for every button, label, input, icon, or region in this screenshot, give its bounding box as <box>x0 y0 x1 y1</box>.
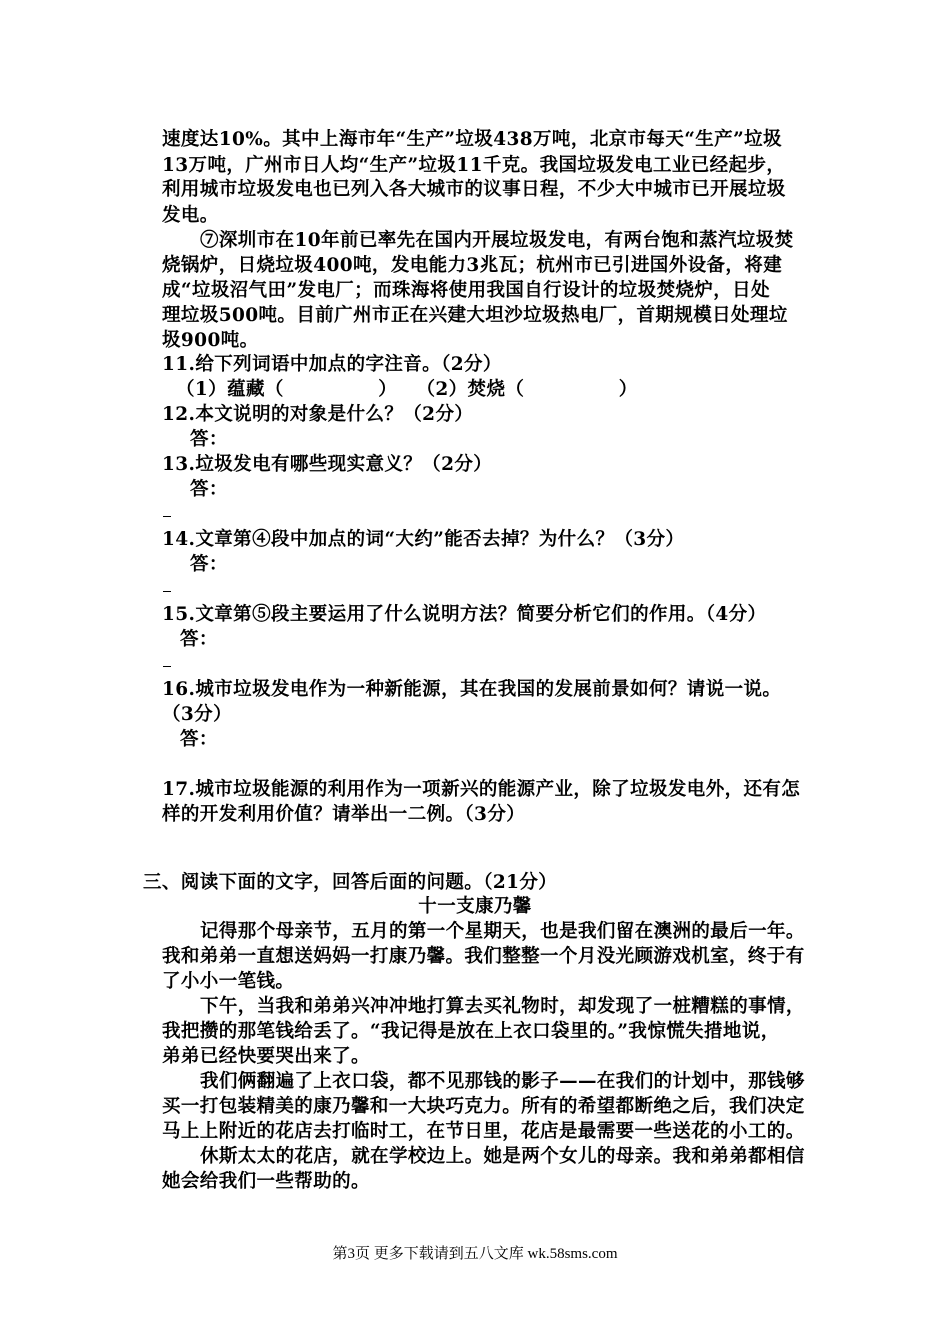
answer-line-mark <box>163 666 171 667</box>
page-footer: 第3页 更多下载请到五八文库 wk.58sms.com <box>332 1246 618 1262</box>
question-15: 15.文章第⑤段主要运用了什么说明方法？简要分析它们的作用。（4分） <box>162 604 767 625</box>
question-16-answer-label: 答： <box>180 729 218 750</box>
passage-line-3: 利用城市垃圾发电也已列入各大城市的议事日程，不少大中城市已开展垃圾 <box>162 179 786 200</box>
story-line-8: 买一打包装精美的康乃馨和一大块巧克力。所有的希望都断绝之后，我们决定 <box>162 1096 805 1117</box>
question-16: 16.城市垃圾发电作为一种新能源，其在我国的发展前景如何？请说一说。 <box>162 679 782 700</box>
question-12: 12.本文说明的对象是什么？（2分） <box>162 404 474 425</box>
question-14-answer-label: 答： <box>190 554 228 575</box>
question-17: 17.城市垃圾能源的利用作为一项新兴的能源产业，除了垃圾发电外，还有怎 <box>162 779 801 800</box>
question-12-answer-label: 答： <box>190 429 228 450</box>
passage-line-9: 圾900吨。 <box>162 330 259 351</box>
story-line-7: 我们俩翻遍了上衣口袋，都不见那钱的影子——在我们的计划中，那钱够 <box>200 1071 805 1092</box>
question-15-answer-label: 答： <box>180 629 218 650</box>
story-title: 十一支康乃馨 <box>418 896 532 917</box>
story-line-9: 马上上附近的花店去打临时工，在节日里，花店是最需要一些送花的小工的。 <box>162 1121 805 1142</box>
passage-line-4: 发电。 <box>162 205 219 226</box>
section-3-heading: 三、阅读下面的文字，回答后面的问题。（21分） <box>143 872 558 893</box>
passage-line-8: 理垃圾500吨。目前广州市正在兴建大坦沙垃圾热电厂，首期规模日处理垃 <box>162 305 788 326</box>
question-17-line-2: 样的开发利用价值？请举出一二例。（3分） <box>162 804 526 825</box>
story-line-1: 记得那个母亲节，五月的第一个星期天，也是我们留在澳洲的最后一年。 <box>200 921 805 942</box>
answer-line-mark <box>163 591 171 592</box>
answer-line-mark <box>163 516 171 517</box>
passage-line-7: 成“垃圾沼气田”发电厂；而珠海将使用我国自行设计的垃圾焚烧炉，日处 <box>162 280 770 301</box>
story-line-10: 休斯太太的花店，就在学校边上。她是两个女儿的母亲。我和弟弟都相信 <box>200 1146 805 1167</box>
story-line-6: 弟弟已经快要哭出来了。 <box>162 1046 370 1067</box>
story-line-4: 下午，当我和弟弟兴冲冲地打算去买礼物时，却发现了一桩糟糕的事情， <box>200 996 805 1017</box>
question-13: 13.垃圾发电有哪些现实意义？（2分） <box>162 454 493 475</box>
story-line-3: 了小小一笔钱。 <box>162 971 295 992</box>
passage-line-2: 13万吨，广州市日人均“生产”垃圾11千克。我国垃圾发电工业已经起步， <box>162 155 786 176</box>
passage-line-6: 烧锅炉，日烧垃圾400吨，发电能力3兆瓦；杭州市已引进国外设备，将建 <box>162 255 783 276</box>
question-11: 11.给下列词语中加点的字注音。（2分） <box>162 354 502 375</box>
story-line-2: 我和弟弟一直想送妈妈一打康乃馨。我们整整一个月没光顾游戏机室，终于有 <box>162 946 805 967</box>
question-13-answer-label: 答： <box>190 479 228 500</box>
story-line-11: 她会给我们一些帮助的。 <box>162 1171 370 1192</box>
passage-line-5: ⑦深圳市在10年前已率先在国内开展垃圾发电，有两台饱和蒸汽垃圾焚 <box>200 230 794 251</box>
question-14: 14.文章第④段中加点的词“大约”能否去掉？为什么？（3分） <box>162 529 685 550</box>
question-16-points: （3分） <box>162 704 232 725</box>
story-line-5: 我把攒的那笔钱给丢了。“我记得是放在上衣口袋里的。”我惊慌失措地说， <box>162 1021 780 1042</box>
question-11-items: （1）蕴藏（ ） （2）焚烧（ ） <box>176 379 638 400</box>
passage-line-1: 速度达10%。其中上海市年“生产”垃圾438万吨，北京市每天“生产”垃圾 <box>162 129 782 150</box>
